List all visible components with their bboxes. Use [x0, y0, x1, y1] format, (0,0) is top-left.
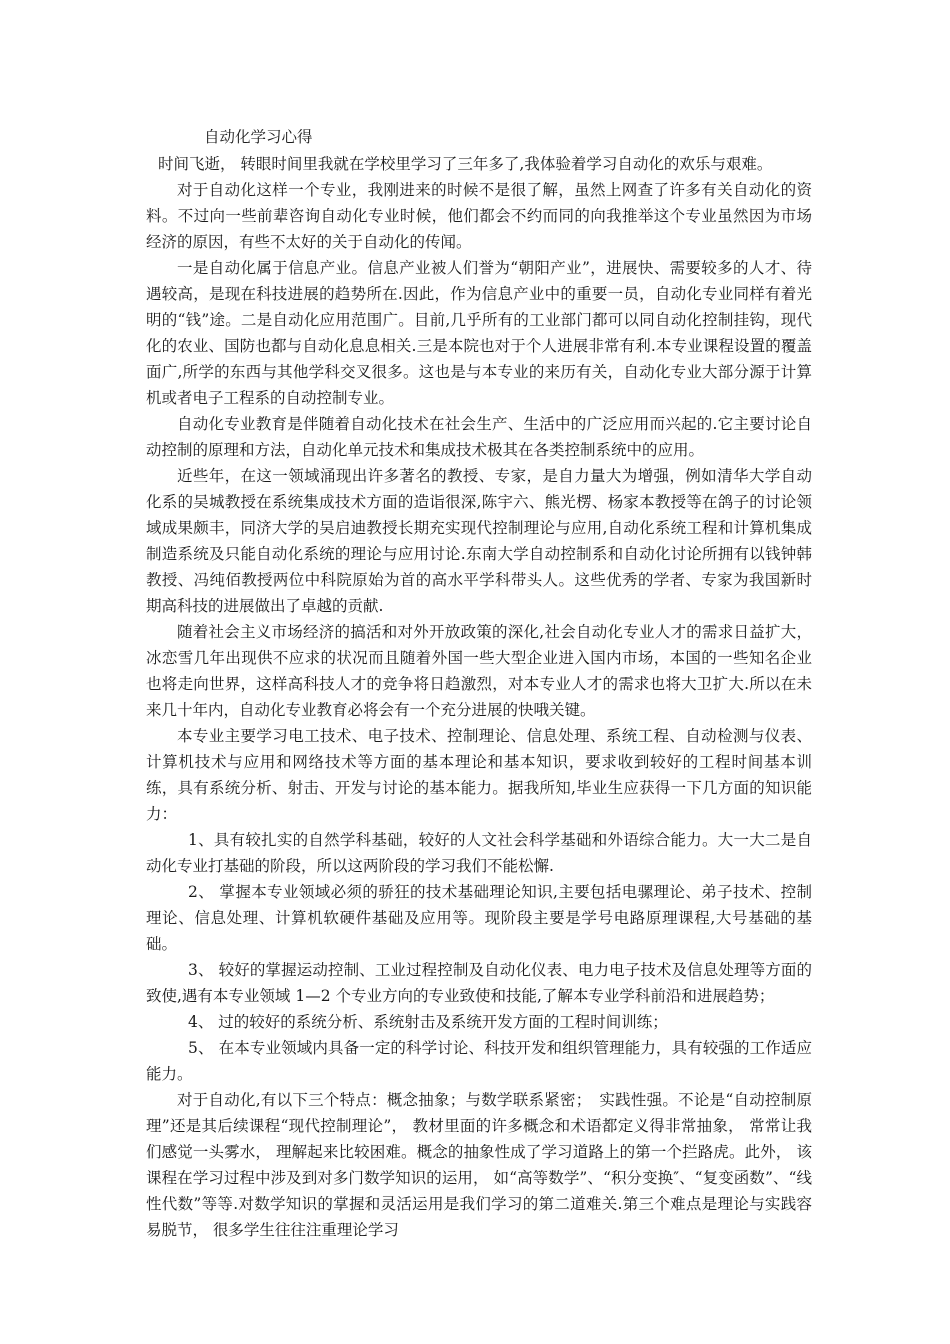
paragraph-7: 本专业主要学习电工技术、电子技术、控制理论、信息处理、系统工程、自动检测与仪表、计算机技术与应用和网络技术等方面的基本理论和基本知识，要求收到较好的工程时间基本训练，具有系统分析、射击、开发与讨论的基本能力。据我所知,毕业生应获得一下几方面的知识能力：	[146, 727, 812, 823]
list-item-1: 1、具有较扎实的自然学科基础，较好的人文社会科学基础和外语综合能力。大一大二是自动化专业打基础的阶段，所以这两阶段的学习我们不能松懈.	[146, 831, 812, 875]
document-title: 自动化学习心得	[204, 128, 313, 146]
document-page	[146, 124, 812, 1243]
paragraph-4: 自动化专业教育是伴随着自动化技术在社会生产、生活中的广泛应用而兴起的.它主要讨论自动控制的原理和方法，自动化单元技术和集成技术极其在各类控制系统中的应用。	[146, 415, 812, 459]
paragraph-2: 对于自动化这样一个专业，我刚进来的时候不是很了解，虽然上网查了许多有关自动化的资料。不过向一些前辈咨询自动化专业时候，他们都会不约而同的向我推举这个专业虽然因为市场经济的原因，有些不太好的关于自动化的传闻。	[146, 181, 812, 251]
paragraph-intro: 时间飞逝， 转眼时间里我就在学校里学习了三年多了,我体验着学习自动化的欢乐与艰难。	[158, 155, 773, 173]
list-item-5: 5、 在本专业领域内具备一定的科学讨论、科技开发和组织管理能力，具有较强的工作适应能力。	[146, 1039, 812, 1083]
paragraph-3: 一是自动化属于信息产业。信息产业被人们誉为“朝阳产业”，进展快、需要较多的人才、待遇较高，是现在科技进展的趋势所在.因此，作为信息产业中的重要一员，自动化专业同样有着光明的“钱”途。二是自动化应用范围广。目前,几乎所有的工业部门都可以同自动化控制挂钩，现代化的农业、国防也都与自动化息息相关.三是本院也对于个人进展非常有利.本专业课程设置的覆盖面广,所学的东西与其他学科交叉很多。这也是与本专业的来历有关，自动化专业大部分源于计算机或者电子工程系的自动控制专业。	[146, 259, 812, 407]
paragraph-5: 近些年，在这一领域涌现出许多著名的教授、专家，是自力量大为增强，例如清华大学自动化系的吴城教授在系统集成技术方面的造诣很深,陈宇六、熊光楞、杨家本教授等在鸽子的讨论领域成果颇丰，同济大学的吴启迪教授长期充实现代控制理论与应用,自动化系统工程和计算机集成制造系统及只能自动化系统的理论与应用讨论.东南大学自动控制系和自动化讨论所拥有以钱钟韩教授、冯纯佰教授两位中科院原始为首的高水平学科带头人。这些优秀的学者、专家为我国新时期高科技的进展做出了卓越的贡献.	[146, 467, 812, 615]
list-item-2: 2、 掌握本专业领域必须的骄狂的技术基础理论知识,主要包括电骡理论、弟子技术、控制理论、信息处理、计算机软硬件基础及应用等。现阶段主要是学号电路原理课程,大号基础的基础。	[146, 883, 812, 953]
list-item-4: 4、 过的较好的系统分析、系统射击及系统开发方面的工程时间训练；	[188, 1013, 668, 1031]
list-item-3: 3、 较好的掌握运动控制、工业过程控制及自动化仪表、电力电子技术及信息处理等方面的致使,遇有本专业领域 1—2 个专业方向的专业致使和技能,了解本专业学科前沿和进展趋势；	[146, 961, 812, 1005]
paragraph-6: 随着社会主义市场经济的搞活和对外开放政策的深化,社会自动化专业人才的需求日益扩大，冰恋雪几年出现供不应求的状况而且随着外国一些大型企业进入国内市场，本国的一些知名企业也将走向世界，这样高科技人才的竞争将日趋激烈，对本专业人才的需求也将大卫扩大.所以在未来几十年内，自动化专业教育必将会有一个充分进展的快哦关键。	[146, 623, 812, 719]
paragraph-8: 对于自动化,有以下三个特点：概念抽象；与数学联系紧密； 实践性强。不论是“自动控制原理”还是其后续课程“现代控制理论”， 教材里面的许多概念和术语都定义得非常抽象， 常常让我们感觉一头雾水， 理解起来比较困难。概念的抽象性成了学习道路上的第一个拦路虎。此外， 该课程在学习过程中涉及到对多门数学知识的运用， 如“高等数学”、“积分变换″、“复变函数”、“线性代数”等等.对数学知识的掌握和灵活运用是我们学习的第二道难关.第三个难点是理论与实践容易脱节， 很多学生往往注重理论学习	[146, 1091, 812, 1239]
